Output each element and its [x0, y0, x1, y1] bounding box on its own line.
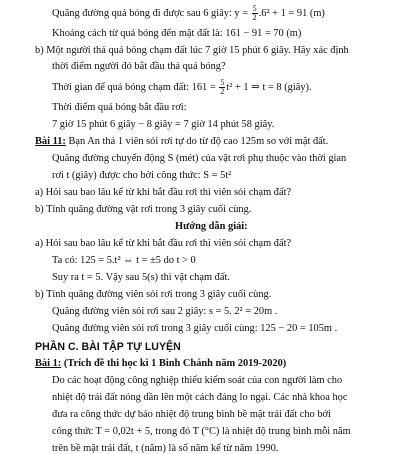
- fraction-numerator: 5: [220, 78, 225, 87]
- text-segment: Bạn An thả 1 viên sỏi rơi tự do từ độ cao 125m so với mặt đất.: [65, 136, 329, 147]
- fraction: [252, 5, 258, 22]
- exercise-label: Bài 11:: [35, 136, 66, 147]
- fraction-denominator: 2: [252, 13, 257, 22]
- text-line: trên bề mặt trái đất, t (năm) là số năm kể từ năm 1990.: [52, 443, 279, 454]
- section-heading: Hướng dẫn giải:: [175, 221, 248, 232]
- text-line: rơi t (giây) được cho bởi công thức: S = 5t²: [52, 170, 232, 181]
- text-line: Suy ra t = 5. Vậy sau 5(s) thì vật chạm đất.: [52, 272, 230, 283]
- fraction-numerator: 5: [252, 4, 257, 13]
- text-line: [52, 5, 325, 22]
- text-line: Quãng đường viên sỏi rơi trong 3 giây cuối cùng: 125 − 20 = 105m .: [52, 323, 338, 334]
- text-line: [35, 359, 286, 369]
- text-line: b) Một người thả quả bóng chạm đất lúc 7 giờ 15 phút 6 giây. Hãy xác định: [35, 45, 349, 56]
- text-line: a) Hỏi sau bao lâu kể từ khi bắt đầu rơi thì viên sỏi chạm đất?: [35, 238, 292, 249]
- text-line: b) Tính quãng đường viên sỏi rơi trong 3 giây cuối cùng.: [35, 289, 272, 300]
- text-segment: .6² + 1 = 91 (m): [258, 7, 325, 19]
- text-line: Ta có: 125 = 5.t² ⇔ t = ±5 do t > 0: [52, 255, 196, 266]
- text-line: [52, 79, 312, 96]
- exercise-label: Bài 1:: [35, 358, 62, 369]
- text-line: Quãng đường chuyển động S (mét) của vật rơi phụ thuộc vào thời gian: [52, 153, 347, 164]
- text-line: Thời điểm quả bóng bắt đầu rơi:: [52, 102, 187, 113]
- text-line: 7 giờ 15 phút 6 giây − 8 giây = 7 giờ 14 phút 58 giây.: [52, 119, 275, 130]
- part-heading: PHẦN C. BÀI TẬP TỰ LUYỆN: [35, 341, 181, 353]
- text-segment: t² + 1 ⇒ t = 8 (giây).: [226, 81, 312, 93]
- text-segment: Quãng đường quả bóng đi được sau 6 giây: y =: [52, 7, 251, 19]
- text-line: b) Tính quãng đường vật rơi trong 3 giây cuối cùng.: [35, 204, 252, 215]
- text-line: nhiệt độ trái đất nóng dần lên một cách đáng lo ngại. Các nhà khoa học: [52, 392, 348, 403]
- fraction: [219, 79, 225, 96]
- text-line: thời điểm người đó bắt đầu thả quả bóng?: [52, 61, 226, 72]
- text-line: công thức T = 0,02t + 5, trong đó T (°C) là nhiệt độ trung bình mỗi năm: [52, 426, 351, 437]
- text-line: đưa ra công thức dự báo nhiệt độ trung bình bề mặt trái đất cho bởi: [52, 409, 331, 420]
- text-line: [35, 137, 328, 147]
- text-segment: (Trích đề thi học kì 1 Bình Chánh năm 2019-2020): [61, 358, 287, 369]
- text-line: a) Hỏi sau bao lâu kể từ khi bắt đầu rơi thì viên sỏi chạm đất?: [35, 187, 292, 198]
- text-line: Do các hoạt động công nghiệp thiếu kiểm soát của con người làm cho: [52, 375, 343, 386]
- text-segment: Thời gian để quả bóng chạm đất: 161 =: [52, 81, 219, 93]
- fraction-denominator: 2: [220, 87, 225, 96]
- text-line: Quãng đường viên sỏi rơi sau 2 giây: s = 5. 2² = 20m .: [52, 306, 278, 317]
- text-line: Khoảng cách từ quả bóng đến mặt đất là: 161 − 91 = 70 (m): [52, 28, 302, 39]
